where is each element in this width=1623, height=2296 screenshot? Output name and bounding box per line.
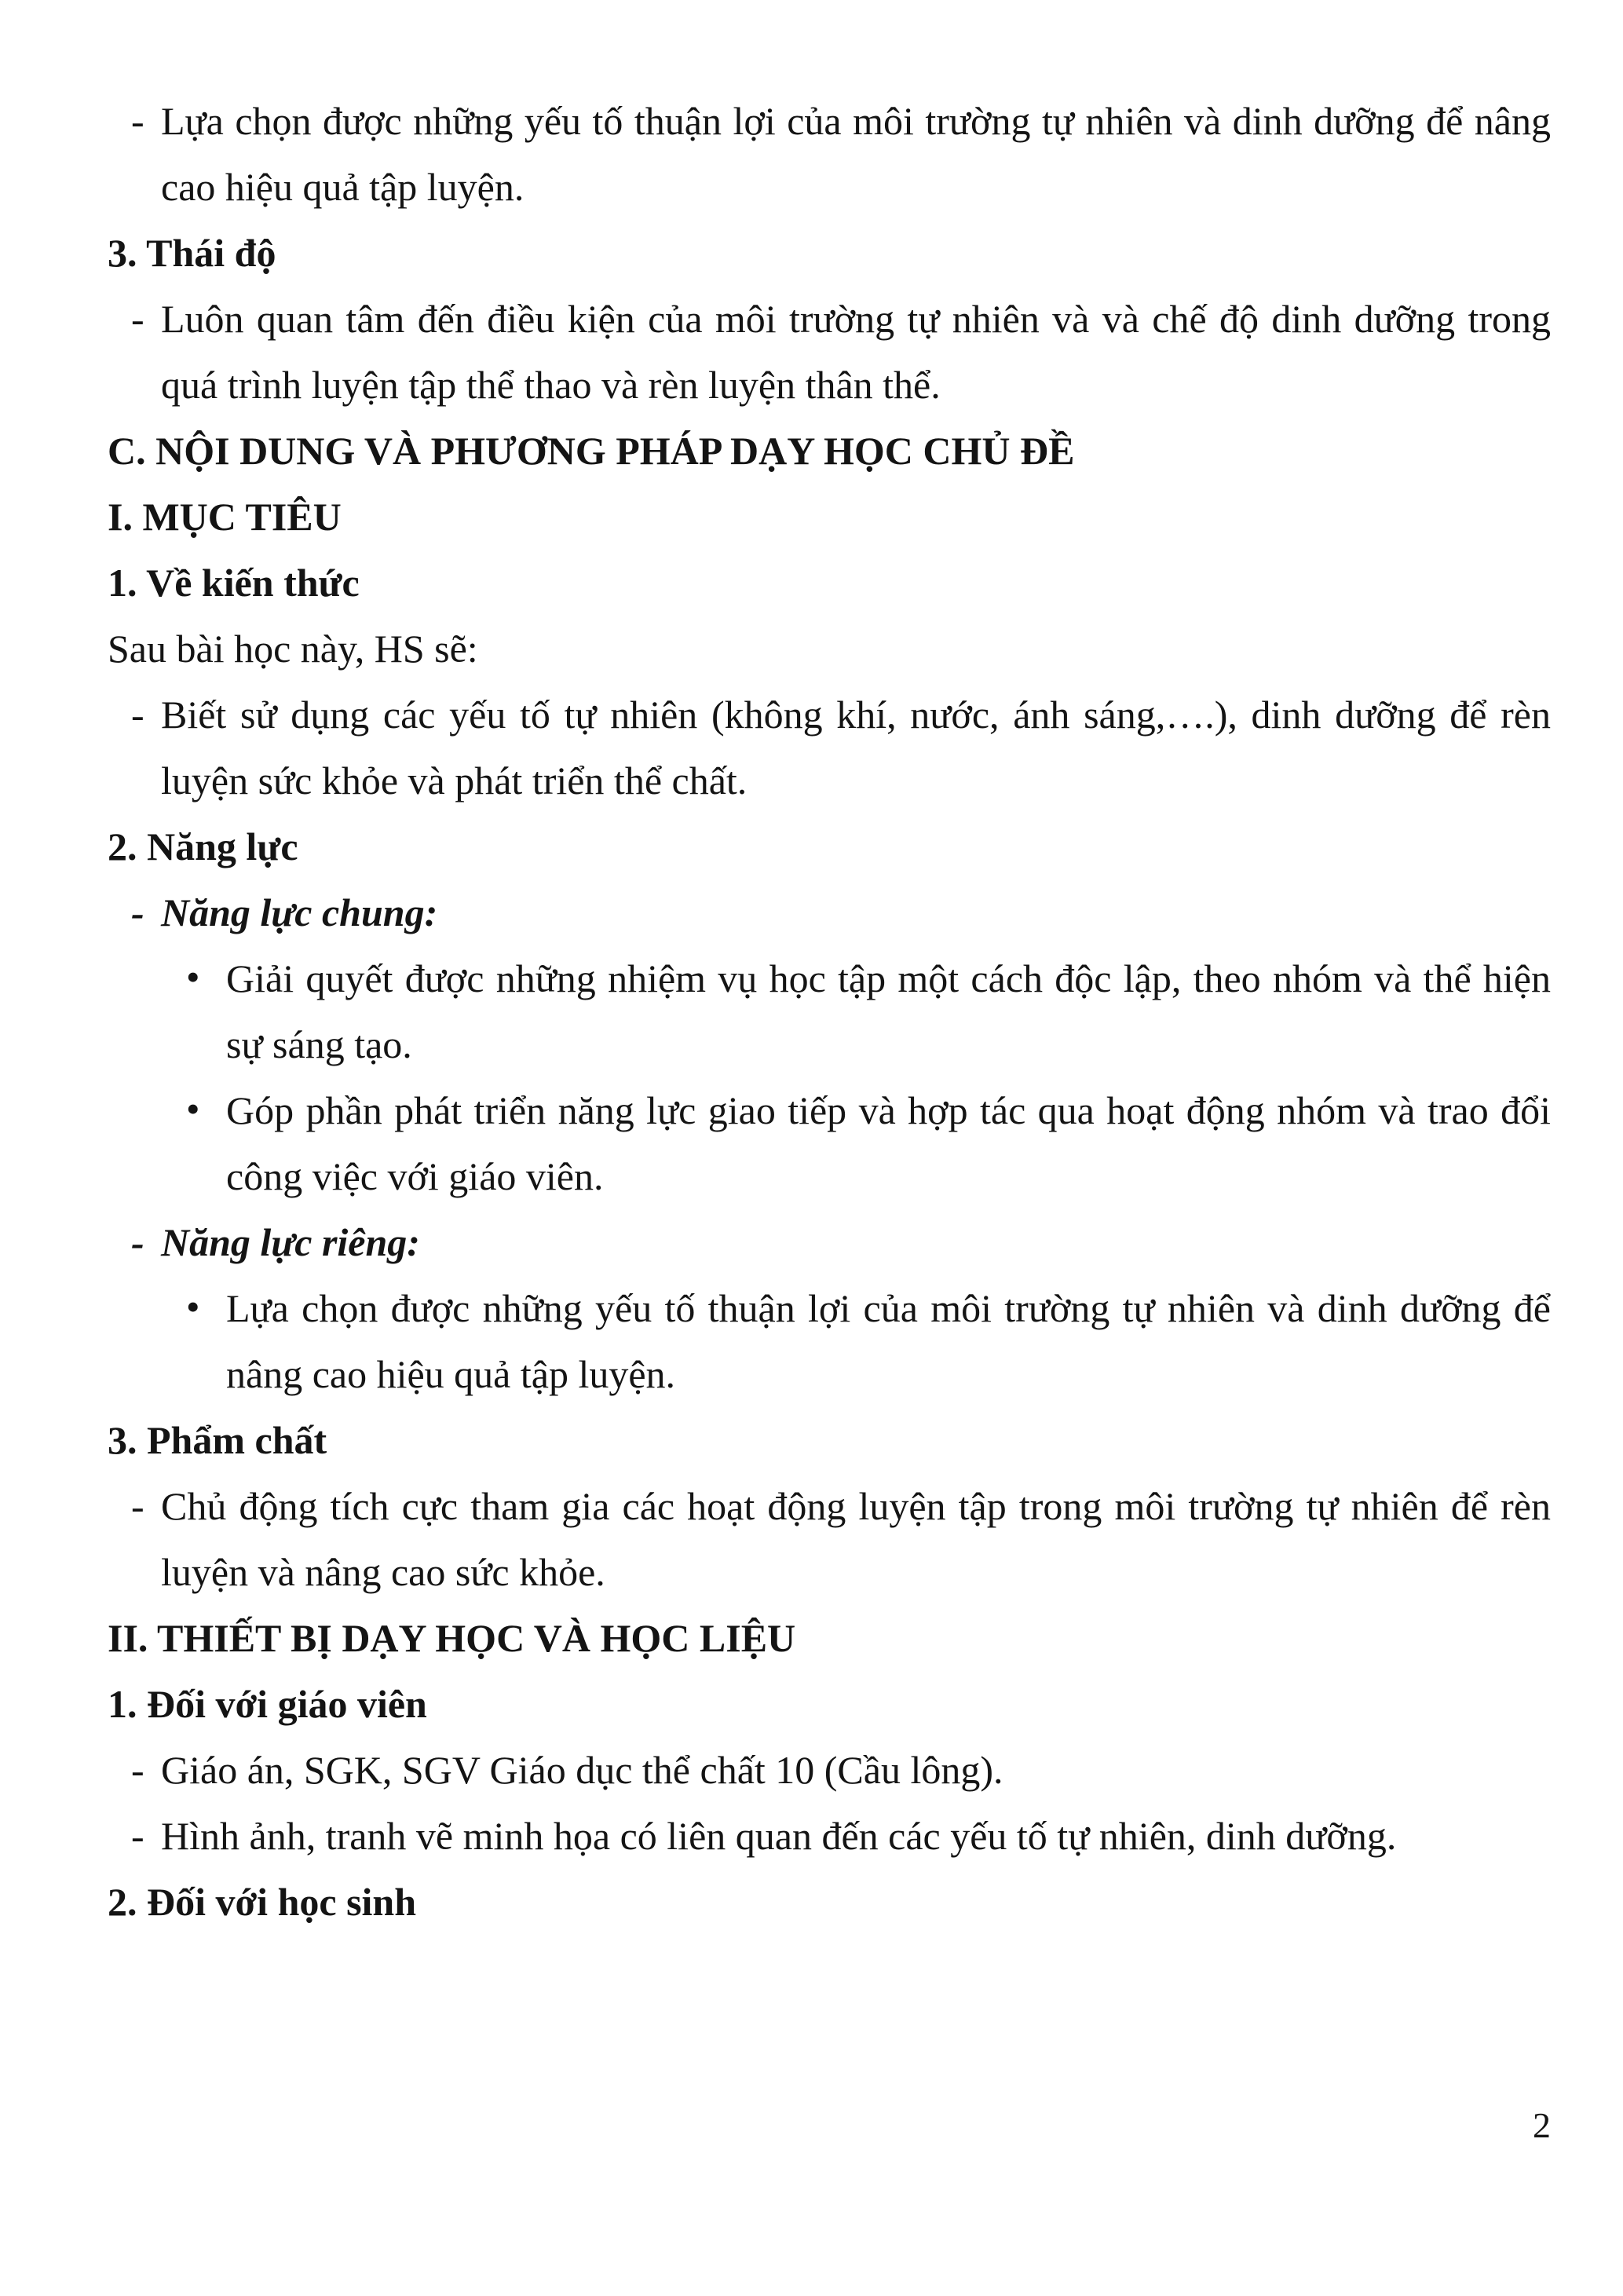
dash-list-item xyxy=(108,1803,1551,1869)
section-heading: 3. Phẩm chất xyxy=(108,1418,327,1462)
list-item-text: Năng lực riêng: xyxy=(161,1220,420,1264)
dash-marker: - xyxy=(131,693,144,737)
dash-marker: - xyxy=(131,1484,144,1528)
section-heading: 2. Năng lực xyxy=(108,824,298,868)
list-item-text: Hình ảnh, tranh vẽ minh họa có liên quan đến các yếu tố tự nhiên, dinh dưỡng. xyxy=(161,1814,1397,1858)
dash-marker: - xyxy=(131,1814,144,1858)
bullet-marker: • xyxy=(186,1087,200,1131)
section-heading: 3. Thái độ xyxy=(108,231,276,275)
bullet-list-item xyxy=(108,1275,1551,1407)
list-item-text: Góp phần phát triển năng lực giao tiếp và hợp tác qua hoạt động nhóm và trao đổi công việc với giáo viên. xyxy=(226,1088,1551,1198)
dash-marker: - xyxy=(131,297,144,341)
section-heading: 1. Đối với giáo viên xyxy=(108,1682,427,1726)
paragraph: Sau bài học này, HS sẽ: xyxy=(108,627,478,671)
bullet-list-item xyxy=(108,1077,1551,1209)
bullet-list-item xyxy=(108,945,1551,1077)
dash-marker: - xyxy=(131,1220,144,1264)
list-item-text: Lựa chọn được những yếu tố thuận lợi của môi trường tự nhiên và dinh dưỡng để nâng cao hiệu quả tập luyện. xyxy=(161,99,1551,209)
document-content xyxy=(108,88,1551,1935)
list-item-text: Giải quyết được những nhiệm vụ học tập một cách độc lập, theo nhóm và thể hiện sự sáng tạo. xyxy=(226,956,1551,1066)
dash-marker: - xyxy=(131,99,144,143)
section-heading: 1. Về kiến thức xyxy=(108,561,360,605)
dash-list-item xyxy=(108,682,1551,813)
dash-marker: - xyxy=(131,1748,144,1792)
dash-list-item xyxy=(108,1473,1551,1605)
dash-list-item xyxy=(108,88,1551,220)
bullet-marker: • xyxy=(186,1285,200,1329)
dash-marker: - xyxy=(131,890,144,934)
list-item-text: Chủ động tích cực tham gia các hoạt động luyện tập trong môi trường tự nhiên để rèn luyện và nâng cao sức khỏe. xyxy=(161,1484,1551,1594)
dash-list-item xyxy=(108,1737,1551,1803)
section-heading: I. MỤC TIÊU xyxy=(108,495,342,539)
page-number: 2 xyxy=(1533,2105,1551,2145)
section-heading: 2. Đối với học sinh xyxy=(108,1880,417,1924)
dash-list-item xyxy=(108,879,1551,945)
list-item-text: Biết sử dụng các yếu tố tự nhiên (không khí, nước, ánh sáng,….), dinh dưỡng để rèn luyện sức khỏe và phát triển thể chất. xyxy=(161,693,1551,803)
list-item-text: Lựa chọn được những yếu tố thuận lợi của môi trường tự nhiên và dinh dưỡng để nâng cao hiệu quả tập luyện. xyxy=(226,1286,1551,1396)
section-heading: C. NỘI DUNG VÀ PHƯƠNG PHÁP DẠY HỌC CHỦ ĐỀ xyxy=(108,429,1075,473)
dash-list-item xyxy=(108,1209,1551,1275)
section-heading: II. THIẾT BỊ DẠY HỌC VÀ HỌC LIỆU xyxy=(108,1616,796,1660)
list-item-text: Luôn quan tâm đến điều kiện của môi trường tự nhiên và và chế độ dinh dưỡng trong quá trình luyện tập thể thao và rèn luyện thân thể. xyxy=(161,297,1551,407)
bullet-marker: • xyxy=(186,955,200,999)
list-item-text: Giáo án, SGK, SGV Giáo dục thể chất 10 (Cầu lông). xyxy=(161,1748,1003,1792)
dash-list-item xyxy=(108,286,1551,418)
list-item-text: Năng lực chung: xyxy=(161,890,438,934)
